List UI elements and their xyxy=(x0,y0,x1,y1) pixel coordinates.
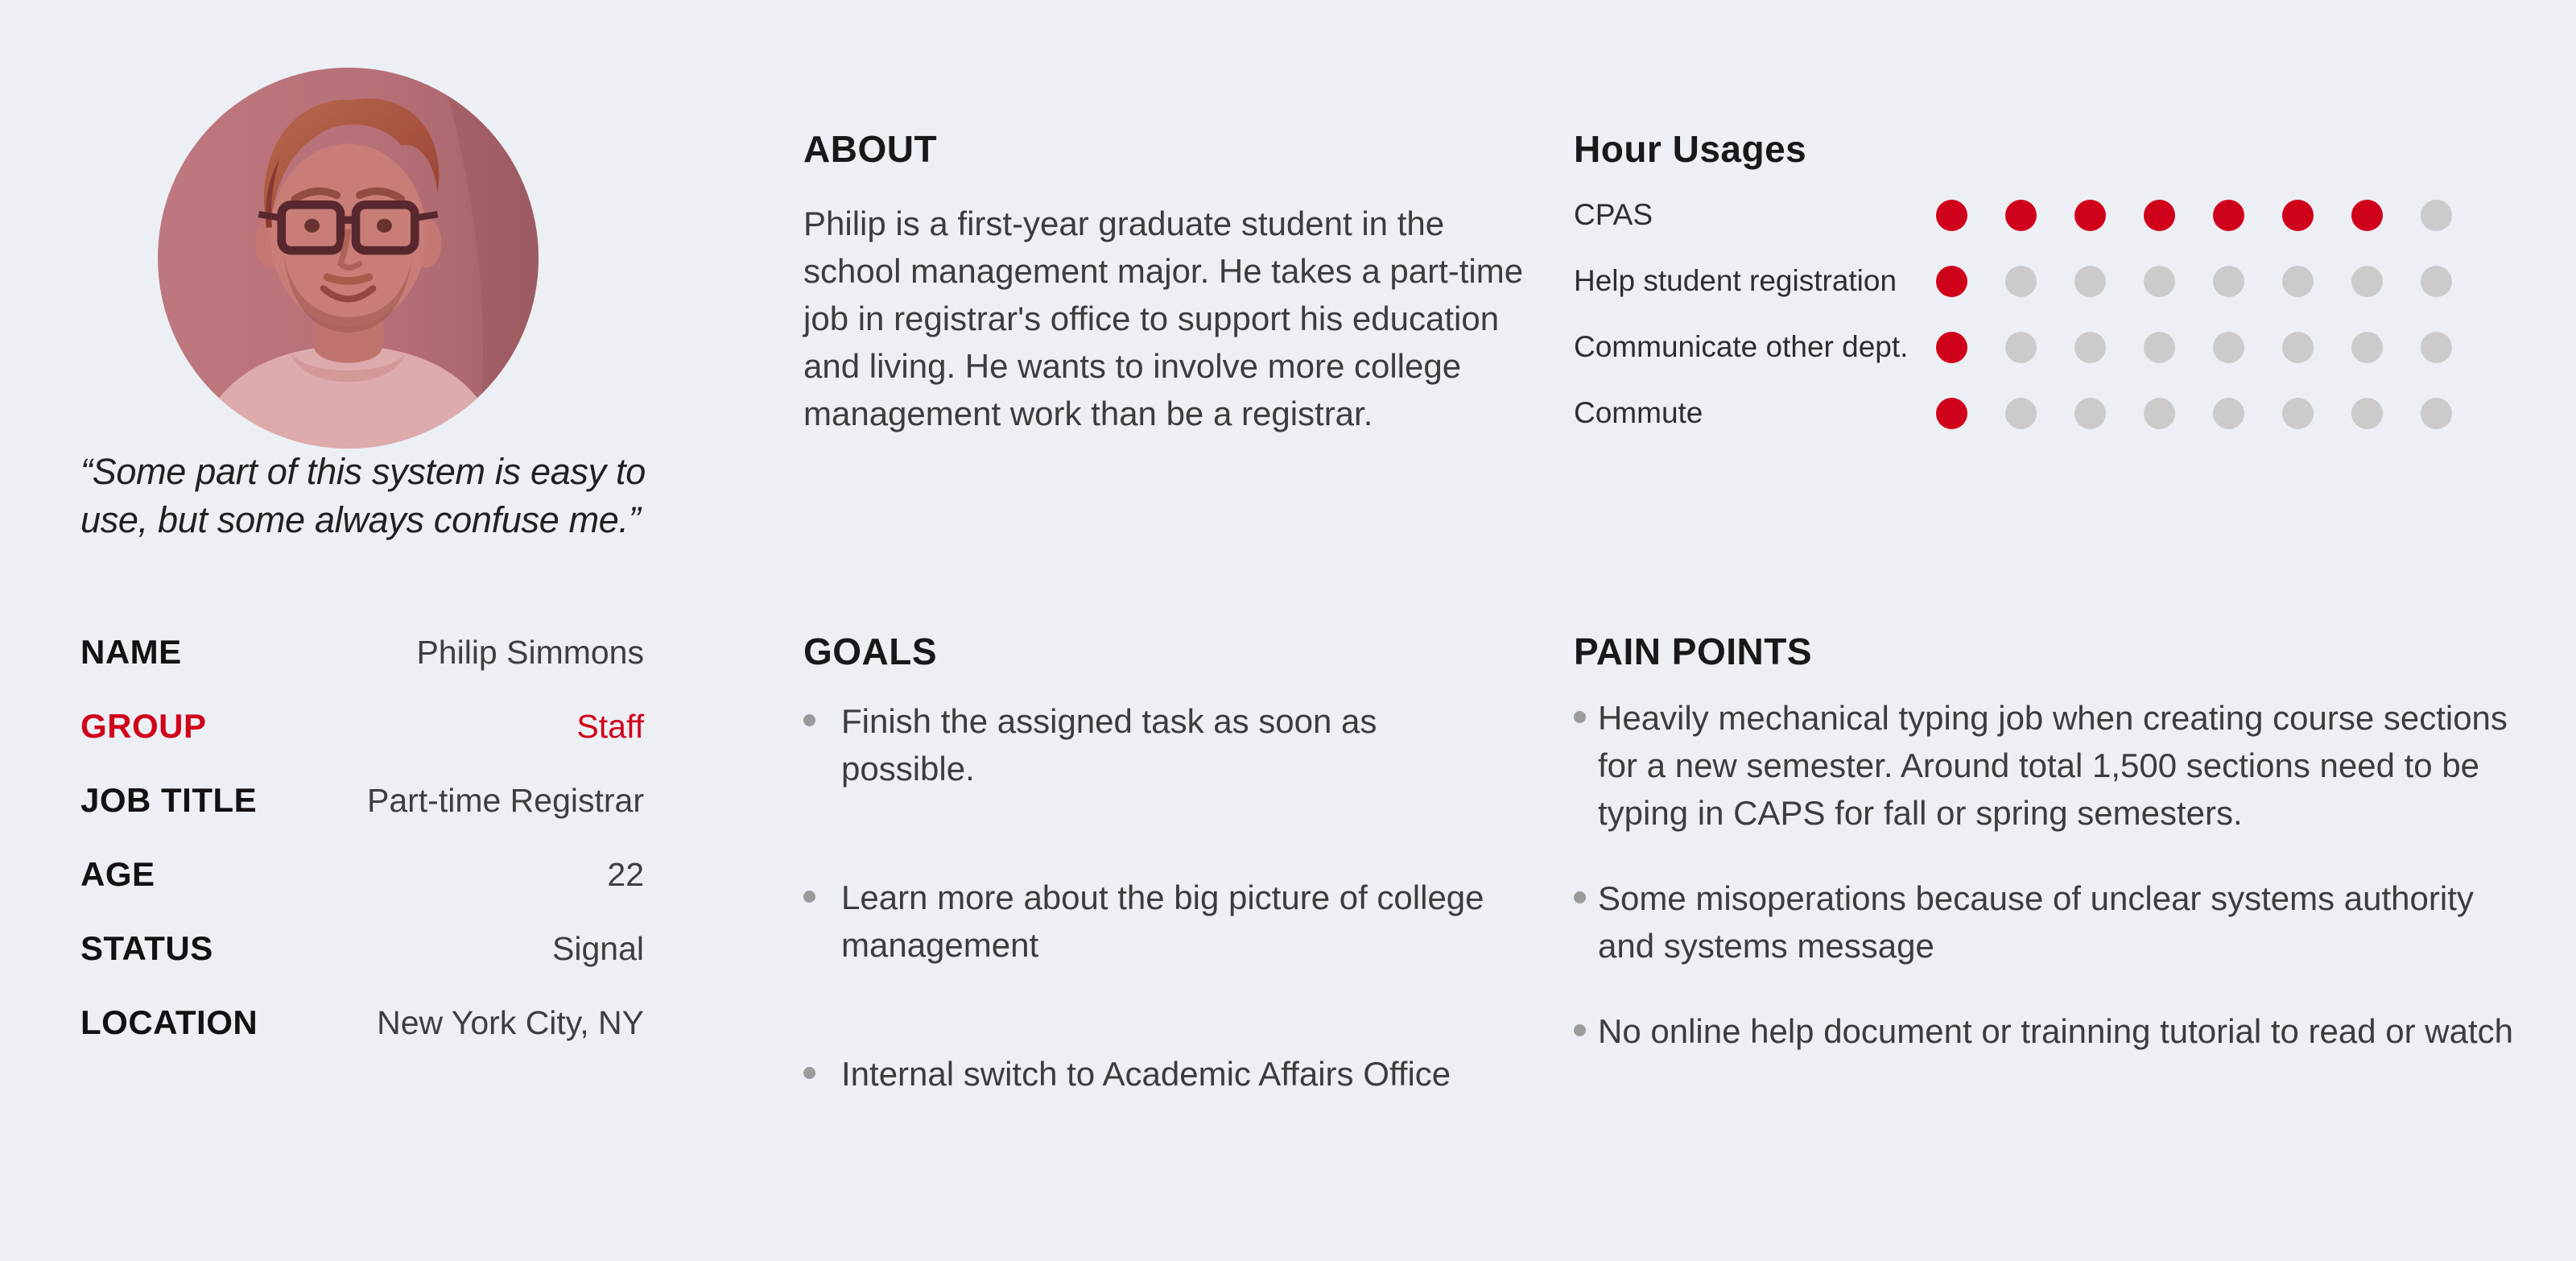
detail-label: STATUS xyxy=(80,929,213,967)
dot-filled xyxy=(1936,332,1967,363)
pain-points-title: PAIN POINTS xyxy=(1574,630,1813,672)
dot-filled xyxy=(1936,398,1967,429)
about-goals-column xyxy=(803,0,1544,1261)
goal-text: Finish the assigned task as soon as possible. xyxy=(841,702,1377,788)
detail-value: New York City, NY xyxy=(377,1003,644,1041)
dot-empty xyxy=(2005,266,2037,297)
usage-dots xyxy=(1936,200,2452,231)
hour-usages-title: Hour Usages xyxy=(1574,128,1807,170)
dot-empty xyxy=(2144,332,2175,363)
usage-label: Commute xyxy=(1574,396,1703,429)
about-text: Philip is a first-year graduate student in the school management major. He takes a part-time job in registrar's office to support his education and living. He wants to involve more college management work than be a registrar. xyxy=(803,205,1524,432)
detail-label: NAME xyxy=(80,633,182,671)
pain-point-text: Some misoperations because of unclear systems authority and systems message xyxy=(1598,879,2474,965)
pain-point-item xyxy=(1574,694,2516,837)
hour-usages-chart xyxy=(1574,182,2516,446)
portrait-photo-illustration xyxy=(158,68,539,449)
dot-empty xyxy=(2074,266,2106,297)
hours-pains-column xyxy=(1574,0,2516,1261)
dot-empty xyxy=(2282,266,2314,297)
dot-filled xyxy=(2213,200,2244,231)
dot-empty xyxy=(2421,200,2452,231)
usage-row-help-registration xyxy=(1574,248,2516,314)
pain-point-item xyxy=(1574,1007,2516,1055)
pain-point-text: No online help document or trainning tutorial to read or watch xyxy=(1598,1012,2513,1050)
about-title: ABOUT xyxy=(803,128,938,170)
bullet-icon xyxy=(803,891,815,903)
pain-point-item xyxy=(1574,874,2516,970)
dot-empty xyxy=(2213,332,2244,363)
goal-text: Internal switch to Academic Affairs Office xyxy=(841,1055,1451,1093)
dot-empty xyxy=(2351,332,2383,363)
detail-row-location xyxy=(80,986,644,1060)
dot-empty xyxy=(2421,332,2452,363)
detail-label: JOB TITLE xyxy=(80,781,258,819)
dot-filled xyxy=(2074,200,2106,231)
usage-row-cpas xyxy=(1574,182,2516,248)
avatar xyxy=(158,68,539,449)
dot-empty xyxy=(2074,332,2106,363)
dot-filled xyxy=(1936,200,1967,231)
goal-item xyxy=(803,697,1512,792)
dot-empty xyxy=(2282,332,2314,363)
dot-empty xyxy=(2005,332,2037,363)
dot-empty xyxy=(2005,398,2037,429)
bullet-icon xyxy=(1574,891,1586,903)
dot-empty xyxy=(2074,398,2106,429)
dot-empty xyxy=(2421,266,2452,297)
bullet-icon xyxy=(803,1067,815,1079)
dot-filled xyxy=(2282,200,2314,231)
detail-label: AGE xyxy=(80,855,155,893)
dot-empty xyxy=(2351,266,2383,297)
usage-label: Communicate other dept. xyxy=(1574,330,1909,363)
dot-empty xyxy=(2351,398,2383,429)
quote: “Some part of this system is easy to use, but some always confuse me.” xyxy=(80,451,646,540)
dot-filled xyxy=(2005,200,2037,231)
dot-empty xyxy=(2144,266,2175,297)
detail-row-group xyxy=(80,689,644,763)
dot-empty xyxy=(2144,398,2175,429)
detail-row-age xyxy=(80,837,644,912)
goal-item xyxy=(803,1050,1512,1098)
dot-filled xyxy=(1936,266,1967,297)
bullet-icon xyxy=(1574,711,1586,723)
usage-label: Help student registration xyxy=(1574,264,1897,297)
dot-empty xyxy=(2213,398,2244,429)
detail-value: Signal xyxy=(552,929,644,967)
pain-points-list xyxy=(1574,694,2516,1093)
goal-item xyxy=(803,874,1512,969)
dot-empty xyxy=(2421,398,2452,429)
detail-value: Staff xyxy=(576,707,644,745)
profile-column xyxy=(80,0,660,1261)
details-table xyxy=(80,615,644,1060)
detail-label: LOCATION xyxy=(80,1003,258,1041)
dot-empty xyxy=(2282,398,2314,429)
detail-row-name xyxy=(80,615,644,689)
detail-row-job-title xyxy=(80,763,644,837)
goals-title: GOALS xyxy=(803,630,938,672)
usage-dots xyxy=(1936,332,2452,363)
detail-value: Part-time Registrar xyxy=(366,781,644,819)
usage-row-commute xyxy=(1574,380,2516,446)
detail-value: 22 xyxy=(607,855,644,893)
usage-row-communicate-dept xyxy=(1574,314,2516,380)
bullet-icon xyxy=(803,714,815,726)
detail-row-status xyxy=(80,912,644,986)
goals-list xyxy=(803,697,1512,1179)
dot-filled xyxy=(2351,200,2383,231)
usage-dots xyxy=(1936,398,2452,429)
detail-label: GROUP xyxy=(80,707,207,745)
usage-label: CPAS xyxy=(1574,198,1653,231)
pain-point-text: Heavily mechanical typing job when creating course sections for a new semester. Around total 1,500 sections need to be typing in CAPS for fall or spring semesters. xyxy=(1598,699,2508,832)
usage-dots xyxy=(1936,266,2452,297)
bullet-icon xyxy=(1574,1024,1586,1036)
dot-empty xyxy=(2213,266,2244,297)
detail-value: Philip Simmons xyxy=(416,633,644,671)
goal-text: Learn more about the big picture of college management xyxy=(841,879,1484,964)
dot-filled xyxy=(2144,200,2175,231)
